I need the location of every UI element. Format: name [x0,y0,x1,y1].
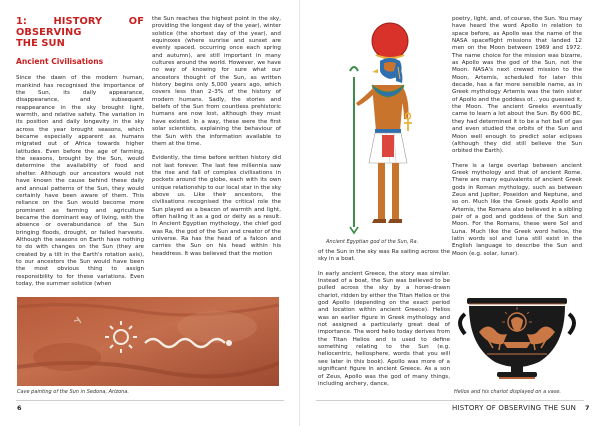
body-paragraph: Evidently, the time before written history did not last forever. The last few millennia saw the rise and fall of complex civilisations in pockets around the globe, each with its own unique relationship to our local star in the sky above us. Like their ancestors, the civilisations recognised the critical role the Sun played as a beacon of warmth and light, often hailing it as a god or deity as a result. In Ancient Egyptian mythology, the chief god was Ra, the god of the Sun and creator of the universe. Ra has the head of a falcon and carries the Sun on his head within his headdress. It was believed that the motion [152,155,281,257]
body-paragraph: poetry, light, and, of course, the Sun. You may have heard the word Apollo in relation to space before, as Apollo was the name of the NASA spaceflight missions that landed 12 men on the Moon between 1969 and 1972. The name choice for the mission was bizarre, as Apollo was the god of the Sun, not the Moon. NASA's next crewed mission to the Moon, Artemis, scheduled for later this decade, has a far more sensible name, as in Greek mythology Artemis was the twin sister of Apollo and the goddess of... you guessed it, the Moon. The ancient Greeks eventually came to learn a lot about the Sun. By 600 BC, they had determined it to be a hot ball of gas and even studied the orbits of the Sun and Moon well enough to predict solar eclipses (although they did still believe the Sun orbited the Earth). [452,16,582,155]
right-column-1 [318,249,450,395]
right-column-2 [452,16,582,265]
ra-caption: Ancient Egyptian god of the Sun, Ra. [326,239,419,245]
page-number-left: 6 [17,404,22,412]
footer-rule [316,400,584,401]
left-column-1 [16,16,144,295]
helios-vase-image [453,292,581,384]
vase-photo [453,292,581,384]
running-head: HISTORY OF OBSERVING THE SUN [452,404,577,412]
right-page [300,0,600,426]
body-paragraph: the Sun reaches the highest point in the sky, providing the longest day of the year), winter solstice (the shortest day of the year), and equinoxes (where sunrise and sunset are evenly spaced, occurring once each spring and autumn), are still important in many cultures around the world. However, we have no way of knowing for sure what our ancestors thought of the Sun, as written history begins only 5,000 years ago, which covers less than 2–3% of the history of modern humans. Sadly, the stories and beliefs of the Sun from countless prehistoric humans are now lost, although they must have existed. In a way, these were the first solar scientists, explaining the behaviour of the Sun with the information available to them at the time. [152,16,281,147]
body-paragraph: There is a large overlap between ancient Greek mythology and that of ancient Rome. There are many equivalents of ancient Greek gods in Roman mythology, such as between Zeus and Jupiter, Poseidon and Neptune, and so on. Much like the Greek gods Apollo and Artemis, the Romans also believed in a sibling pair of a god and goddess of the Sun and Moon. For the Romans, these were Sol and Luna. Much like the Greek word helios, the latin words sol and luna still exist in the English language to describe the Sun and Moon (e.g. solar, lunar). [452,162,582,257]
footer-rule [16,400,284,401]
body-paragraph: Since the dawn of the modern human, mankind has recognised the importance of the Sun, its daily appearance, disappearance, and subsequent reappearance in the sky brought light, warmth, and relative safety. The variation in its position and daily longevity in the sky across the year brought seasons, which became especially apparent as humans migrated out of Africa towards higher latitudes. Even before the age of farming, the seasons, brought by the Sun, would determine the availability of food and shelter. Although our ancestors would not have known the cause behind these daily and annual patterns of the Sun, they would certainly have been aware of them. This reliance on the Sun would become more prominent as farming and agriculture became the dominant way of living, with the absence or overabundance of the Sun bringing floods, drought, or failed harvests. Although the seasons on Earth have nothing to do with changes on the Sun (they are created by a tilt in the Earth's rotation axis), to our ancestors the Sun would have been the most obvious thing to assign responsibility to for these variations. Even today, the summer solstice (when [16,75,144,287]
ra-illustration [320,15,450,237]
photo-caption: Cave painting of the Sun in Sedona, Arizona. [17,389,129,395]
vase-caption: Helios and his chariot displayed on a vase. [454,389,562,395]
page-number-right: 7 [585,404,590,412]
body-paragraph: In early ancient Greece, the story was similar. Instead of a boat, the Sun was believed to be pulled across the sky by a horse-drawn chariot, ridden by either the Titan Helios or the god Apollo (depending on the exact period and location within ancient Greece). Helios was an earlier figure in Greek mythology and not assigned a particularly great deal of importance. The word helio today derives from the Titan Helios and is used to define something relating to the Sun (e.g. heliocentric, heliosphere, words that you will see later in this book). Apollo was more of a significant figure in ancient Greece. As a son of Zeus, Apollo was the god of many things, including archery, dance, [318,270,450,387]
section-subhead: Ancient Civilisations [16,57,104,66]
left-column-2 [152,16,281,265]
body-paragraph: of the Sun in the sky was Ra sailing across the sky in a boat. [318,249,450,263]
cave-painting-image [17,297,279,386]
chapter-title-line1: 1: HISTORY OF OBSERVING [16,16,144,38]
cave-painting-photo [17,297,279,386]
chapter-title [16,16,144,49]
chapter-title-line2: THE SUN [16,38,65,49]
ra-figure [320,15,450,237]
